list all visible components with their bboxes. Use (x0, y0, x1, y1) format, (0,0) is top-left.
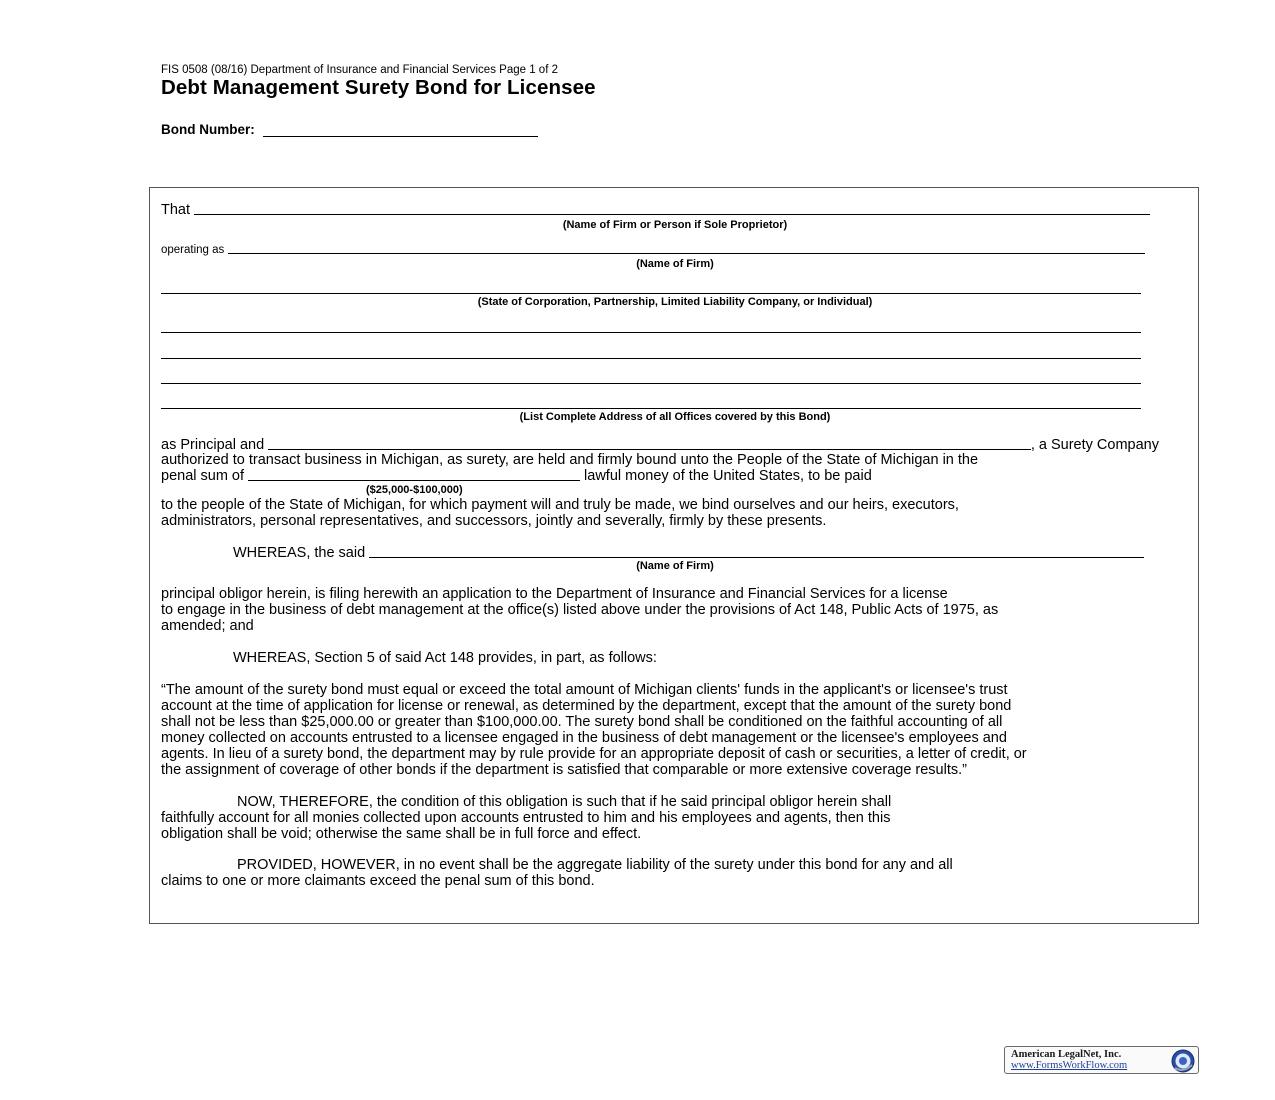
firm-name-row (161, 202, 1150, 218)
logo-company-name: American LegalNet, Inc. (1011, 1049, 1122, 1060)
address-blank-2[interactable] (161, 358, 1141, 359)
address-blank-3[interactable] (161, 383, 1141, 384)
quote-line-2: account at the time of application for license or renewal, as determined by the department, except that the amount of the surety bond (161, 698, 1012, 714)
quote-line-1: “The amount of the surety bond must equal or exceed the total amount of Michigan clients' funds in the applicant's or licensee's trust (161, 682, 1008, 698)
globe-icon (1170, 1048, 1196, 1074)
quote-line-3: shall not be less than $25,000.00 or greater than $100,000.00. The surety bond shall be conditioned on the faithful accounting of all (161, 714, 1003, 730)
document-title: Debt Management Surety Bond for Licensee (161, 76, 596, 99)
state-blank[interactable] (161, 293, 1141, 294)
penal-sum-blank[interactable] (248, 479, 580, 481)
operating-firm-caption: (Name of Firm) (636, 258, 714, 270)
authorized-line: authorized to transact business in Michigan, as surety, are held and firmly bound unto the People of the State of Michigan in the (161, 452, 979, 468)
state-caption: (State of Corporation, Partnership, Limited Liability Company, or Individual) (477, 296, 873, 308)
now-therefore-line-1: NOW, THEREFORE, the condition of this obligation is such that if he said principal obligor herein shall (237, 794, 892, 810)
obligor-line-1: principal obligor herein, is filing herewith an application to the Department of Insurance and Financial Services for a license (161, 586, 948, 602)
bond-number-label: Bond Number: (161, 122, 255, 137)
quote-line-5: agents. In lieu of a surety bond, the department may by rule provide for an appropriate deposit of cash or securities, a letter of credit, or (161, 746, 1027, 762)
whereas-firm-blank[interactable] (369, 556, 1144, 558)
bond-number-field (161, 122, 538, 137)
that-label: That (161, 202, 191, 218)
american-legalnet-logo[interactable] (1004, 1046, 1199, 1074)
provided-line-2: claims to one or more claimants exceed the penal sum of this bond. (161, 873, 595, 889)
penal-range-caption: ($25,000-$100,000) (366, 484, 463, 496)
obligor-line-2: to engage in the business of debt management at the office(s) listed above under the provisions of Act 148, Public Acts of 1975, as (161, 602, 999, 618)
people-line-2: administrators, personal representatives, and successors, jointly and severally, firmly by these presents. (161, 513, 827, 529)
whereas-said-label: WHEREAS, the said (233, 545, 366, 561)
operating-as-label: operating as (161, 244, 225, 256)
quote-line-4: money collected on accounts entrusted to a licensee engaged in the business of debt management or the licensee's employees and (161, 730, 1007, 746)
principal-prefix: as Principal and (161, 437, 265, 453)
firm-person-caption: (Name of Firm or Person if Sole Proprietor) (562, 219, 788, 231)
logo-website-link[interactable]: www.FormsWorkFlow.com (1011, 1060, 1128, 1071)
operating-as-blank[interactable] (228, 252, 1145, 254)
address-blank-4[interactable] (161, 408, 1141, 409)
whereas-firm-caption: (Name of Firm) (636, 560, 714, 572)
principal-suffix: , a Surety Company (1030, 437, 1159, 453)
penal-sum-row (161, 468, 941, 484)
now-therefore-line-3: obligation shall be void; otherwise the same shall be in full force and effect. (161, 826, 642, 842)
provided-line-1: PROVIDED, HOWEVER, in no event shall be the aggregate liability of the surety under this bond for any and all (237, 857, 953, 873)
whereas-section-line: WHEREAS, Section 5 of said Act 148 provides, in part, as follows: (233, 650, 657, 666)
address-blank-1[interactable] (161, 332, 1141, 333)
surety-company-blank[interactable] (268, 448, 1031, 450)
principal-row (161, 437, 1159, 453)
form-number-line: FIS 0508 (08/16) Department of Insurance and Financial Services Page 1 of 2 (161, 64, 558, 76)
people-line-1: to the people of the State of Michigan, for which payment will and truly be made, we bind ourselves and our heirs, executors, (161, 497, 959, 513)
penal-suffix: lawful money of the United States, to be paid (584, 468, 872, 484)
firm-name-blank[interactable] (194, 213, 1150, 215)
penal-prefix: penal sum of (161, 468, 245, 484)
quote-line-6: the assignment of coverage of other bonds if the department is satisfied that comparable or more extensive coverage results.” (161, 762, 967, 778)
bond-number-blank[interactable] (263, 123, 538, 137)
whereas-said-row (233, 545, 1144, 561)
obligor-line-3: amended; and (161, 618, 254, 634)
address-caption: (List Complete Address of all Offices covered by this Bond) (519, 411, 831, 423)
operating-as-row (161, 244, 1145, 256)
now-therefore-line-2: faithfully account for all monies collected upon accounts entrusted to him and his employees and agents, then this (161, 810, 891, 826)
